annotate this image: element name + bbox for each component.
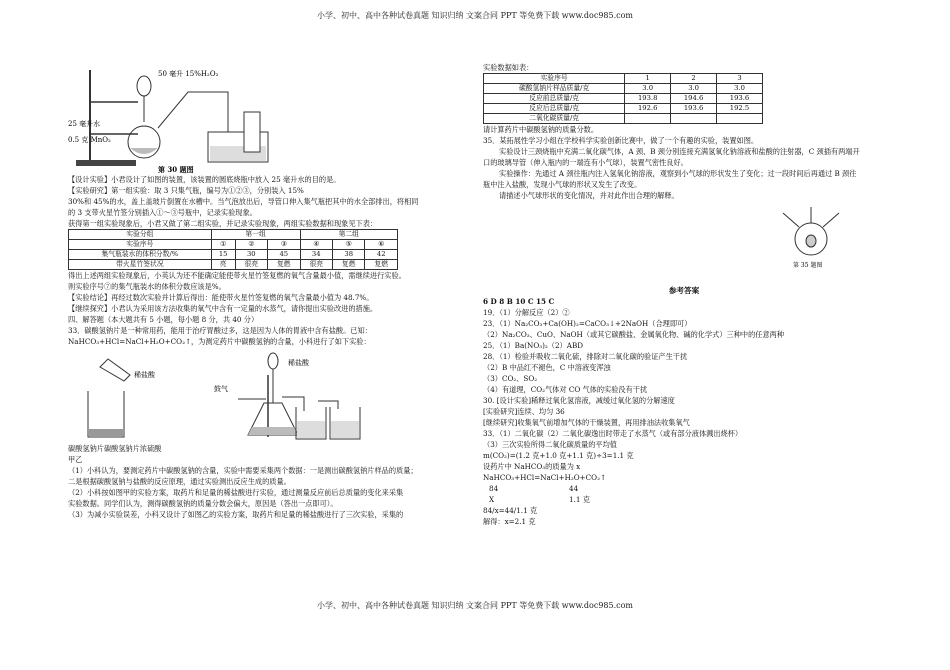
text-line: 【继续探究】小君认为采用该方法收集的氧气中含有一定量的水蒸气，请你提出实验改进的措施。: [68, 304, 378, 313]
text-line: 【实验结论】再经过数次实验并计算后得出：能使带火星竹签复燃的氧气含量最小值为 48.7%。: [68, 293, 374, 302]
text-line: 二是根据碳酸氢钠与盐酸的反应原理，通过实验测出反应生成的质量。: [68, 477, 291, 486]
table-cell: 15: [211, 250, 235, 260]
table-cell: 3: [717, 74, 763, 84]
figure-30: [68, 62, 473, 174]
answer-line: 25．（1）Ba(NO₃)₂（2）ABD: [483, 341, 583, 350]
table-cell: 第二组: [300, 230, 397, 240]
table-cell: 42: [365, 250, 398, 260]
figure-35-caption: 第 35 题图: [793, 262, 823, 269]
answer-line: 解得：x=2.1 克: [483, 517, 536, 526]
answer-line: 28．（1）检验并吸收二氧化硫，排除对二氧化碳的验证产生干扰: [483, 352, 688, 361]
table-cell: 实验序号: [484, 74, 625, 84]
table-cell: 碳酸氢钠片样品质量/克: [484, 84, 625, 94]
text-line: 33．碳酸氢钠片是一种常用药，能用于治疗胃酸过多，这是因为人体的胃液中含有盐酸。已知：: [68, 326, 372, 335]
table-cell: 二氧化碳质量/克: [484, 114, 625, 124]
answer-line: 84/x=44/1.1 克: [483, 506, 538, 515]
table-cell: ⑤: [332, 240, 364, 250]
table-cell: [717, 114, 763, 124]
figure-33: [68, 347, 473, 443]
label-acid-right: 稀盐酸: [288, 359, 309, 367]
right-column: [483, 62, 885, 527]
table-cell: 193.6: [671, 104, 717, 114]
text-line: 【实验研究】第一组实验：取 3 只集气瓶，编号为①②③，分别装入 15%: [68, 186, 304, 195]
label-air: 鼓气: [214, 385, 228, 393]
answer-line: 设药片中 NaHCO₃的质量为 x: [483, 462, 581, 471]
table-cell: 38: [332, 250, 364, 260]
figure-30-caption: 第 30 题图: [158, 165, 194, 174]
text-line: 瓶中注入盐酸，发现小气球的形状又发生了改变。: [483, 180, 642, 189]
table-cell: 3.0: [625, 84, 671, 94]
experiment-table-1: [68, 229, 398, 270]
answer-line: [继续研究]收集氧气前增加气体的干燥装置，再用排油法收集氧气: [483, 418, 690, 427]
text-line: 实验数据。同学们认为，测得碳酸氢钠的质量分数会偏大，原因是（答出一点即可）。: [68, 499, 338, 508]
label-h2o2: 50 毫升 15%H₂O₂: [158, 70, 219, 78]
answer-line: （4）有道理，CO₂气体对 CO 气体的实验没有干扰: [483, 385, 648, 394]
three-neck-flask-diagram: [483, 201, 885, 271]
text-line: 口的玻璃导管（伸入瓶内的一端连有小气球），装置气密性良好。: [483, 158, 688, 167]
table-cell: 亮: [211, 260, 235, 270]
table-cell: 34: [300, 250, 332, 260]
answer-line: [483, 494, 885, 505]
table-cell: [625, 114, 671, 124]
answer-line: （3）三次实验所得二氧化碳质量的平均值: [483, 440, 617, 449]
table-cell: 实验序号: [69, 240, 212, 250]
answer-value: 44: [569, 484, 579, 493]
table-cell: 实验分组: [69, 230, 212, 240]
table-cell: [671, 114, 717, 124]
experiment-table-2: [483, 73, 763, 124]
table-cell: ③: [268, 240, 300, 250]
answer-line: 6 D 8 B 10 C 15 C: [483, 297, 555, 306]
table-cell: 192.5: [717, 104, 763, 114]
answer-line: （3）CO₂、SO₂: [483, 374, 538, 383]
answer-line: 33．（1）二氧化碳（2）二氧化碳逸出时带走了水蒸气（或有部分液体溅出烧杯）: [483, 429, 743, 438]
text-line: 35．某拓展性学习小组在学校科学实验创新比赛中，做了一个有趣的实验，装置如图。: [483, 136, 759, 145]
answer-line: （2）B 中品红不褪色，C 中溶液变浑浊: [483, 363, 611, 372]
oxygen-apparatus-diagram: [68, 62, 308, 174]
text-line: 30%和 45%的水，盖上盖玻片倒置在水槽中。当气泡放出后，导管口伸入集气瓶把其中的水全部排出，将相同: [68, 197, 419, 206]
table-cell: 很亮: [300, 260, 332, 270]
table-cell: 194.6: [671, 94, 717, 104]
label-water: 25 毫升水: [68, 120, 101, 128]
answer-value: X: [489, 495, 495, 504]
table-cell: 集气瓶装水的体积分数/%: [69, 250, 212, 260]
text-line: （1）小科认为，要测定药片中碳酸氢钠的含量，实验中需要采集两个数据：一是测出碳酸氢钠片样品的质量；: [68, 466, 418, 475]
answer-line: 23．（1）Na₂CO₃+Ca(OH)₂=CaCO₃↓+2NaOH（合理即可）: [483, 319, 692, 328]
text-line: 获得第一组实验现象后，小君又做了第二组实验，并记录实验现象，两组实验数据和现象见下表：: [68, 219, 378, 228]
text-line: NaHCO₃+HCl=NaCl+H₂O+CO₂↑，为测定药片中碳酸氢钠的含量，小科进行了如下实验：: [68, 337, 371, 346]
table-cell: ①: [211, 240, 235, 250]
text-line: 请计算药片中碳酸氢钠的质量分数。: [483, 125, 599, 134]
answer-value: 84: [489, 484, 499, 493]
answer-line: [483, 483, 885, 494]
table-cell: 3.0: [717, 84, 763, 94]
table-cell: ⑥: [365, 240, 398, 250]
table-cell: ②: [235, 240, 267, 250]
text-line: （3）为减小实验误差，小科又设计了如图乙的实验方案，取药片和足量的稀盐酸进行了三次实验，采集的: [68, 510, 404, 519]
carbonate-apparatus-diagram: [68, 347, 398, 443]
answer-line: （2）Na₂CO₃、CuO、NaOH（或其它碳酸盐、金属氧化物、碱的化学式）三种中的任意两种: [483, 330, 785, 339]
text-line: 则实验序号⑦的集气瓶装水的体积分数应该是%。: [68, 282, 226, 291]
text-line: （2）小科按如图甲的实验方案，取药片和足量的稀盐酸进行实验，通过测量反应前后总质量的变化来采集: [68, 488, 404, 497]
table-cell: ④: [300, 240, 332, 250]
table-cell: 2: [671, 74, 717, 84]
page-header: 小学、初中、高中各种试卷真题 知识归纳 文案合同 PPT 等免费下载 www.doc985.com: [316, 11, 634, 20]
table-cell: 复燃: [365, 260, 398, 270]
answers-title: 参考答案: [668, 286, 700, 295]
text-line: 请描述小气球形状的变化情况，并对此作出合理的解释。: [499, 191, 679, 200]
table-cell: 复燃: [332, 260, 364, 270]
table-cell: 反应前总质量/克: [484, 94, 625, 104]
label-acid-left: 稀盐酸: [134, 371, 155, 379]
text-line: 【设计实验】小君设计了如图的装置，该装置的圆底烧瓶中放入 25 毫升水的目的是。: [68, 175, 341, 184]
label-mno2: 0.5 克 MnO₂: [68, 136, 111, 144]
table-cell: 30: [235, 250, 267, 260]
left-column: [68, 62, 473, 520]
figure-33-sub: 甲乙: [68, 455, 83, 464]
text-line: 实验数据如表：: [483, 63, 534, 72]
text-line: 实验操作：先通过 A 颈往瓶内注入氢氧化钠溶液，观察到小气球的形状发生了变化；过一段时间后再通过 B 颈往: [499, 169, 857, 178]
answer-line: 30. [设计实验]稀释过氧化氢溶液，减缓过氧化氢的分解速度: [483, 396, 675, 405]
page-footer: 小学、初中、高中各种试卷真题 知识归纳 文案合同 PPT 等免费下载 www.doc985.com: [316, 601, 634, 610]
text-line: 得出上述两组实验现象后，小英认为还不能确定能使带火星竹签复燃的氧气含量最小值，需继续进行实验。: [68, 271, 406, 280]
answer-line: [实验研究]连续、均匀 36: [483, 407, 565, 416]
answer-line: m(CO₂)=(1.2 克+1.0 克+1.1 克)÷3=1.1 克: [483, 451, 634, 460]
table-cell: 带火星竹签状况: [69, 260, 212, 270]
table-cell: 45: [268, 250, 300, 260]
table-cell: 193.8: [625, 94, 671, 104]
table-cell: 193.6: [717, 94, 763, 104]
text-line: 的 3 支带火星竹签分别插入①～③号瓶中，记录实验现象。: [68, 208, 257, 217]
table-cell: 1: [625, 74, 671, 84]
text-line: 实验设计三颈烧瓶中充满二氧化碳气体，A 颈、B 颈分别连接充满氢氧化钠溶液和盐酸的注射器，C 颈插有两端开: [499, 147, 860, 156]
figure-35: [483, 201, 885, 271]
table-cell: 反应后总质量/克: [484, 104, 625, 114]
table-cell: 第一组: [211, 230, 300, 240]
table-cell: 3.0: [671, 84, 717, 94]
table-cell: 很亮: [235, 260, 267, 270]
answer-line: NaHCO₃+HCl=NaCl+H₂O+CO₂↑: [483, 473, 606, 482]
section-heading: 四、解答题（本大题共有 5 小题，每小题 8 分，共 40 分）: [68, 315, 259, 324]
answer-line: 19．（1）分解反应（2）②: [483, 308, 570, 317]
table-cell: 复燃: [268, 260, 300, 270]
table-cell: 192.6: [625, 104, 671, 114]
figure-33-caption: 碳酸氢钠片碳酸氢钠片浓硫酸: [68, 444, 162, 453]
answer-value: 1.1 克: [569, 495, 590, 504]
